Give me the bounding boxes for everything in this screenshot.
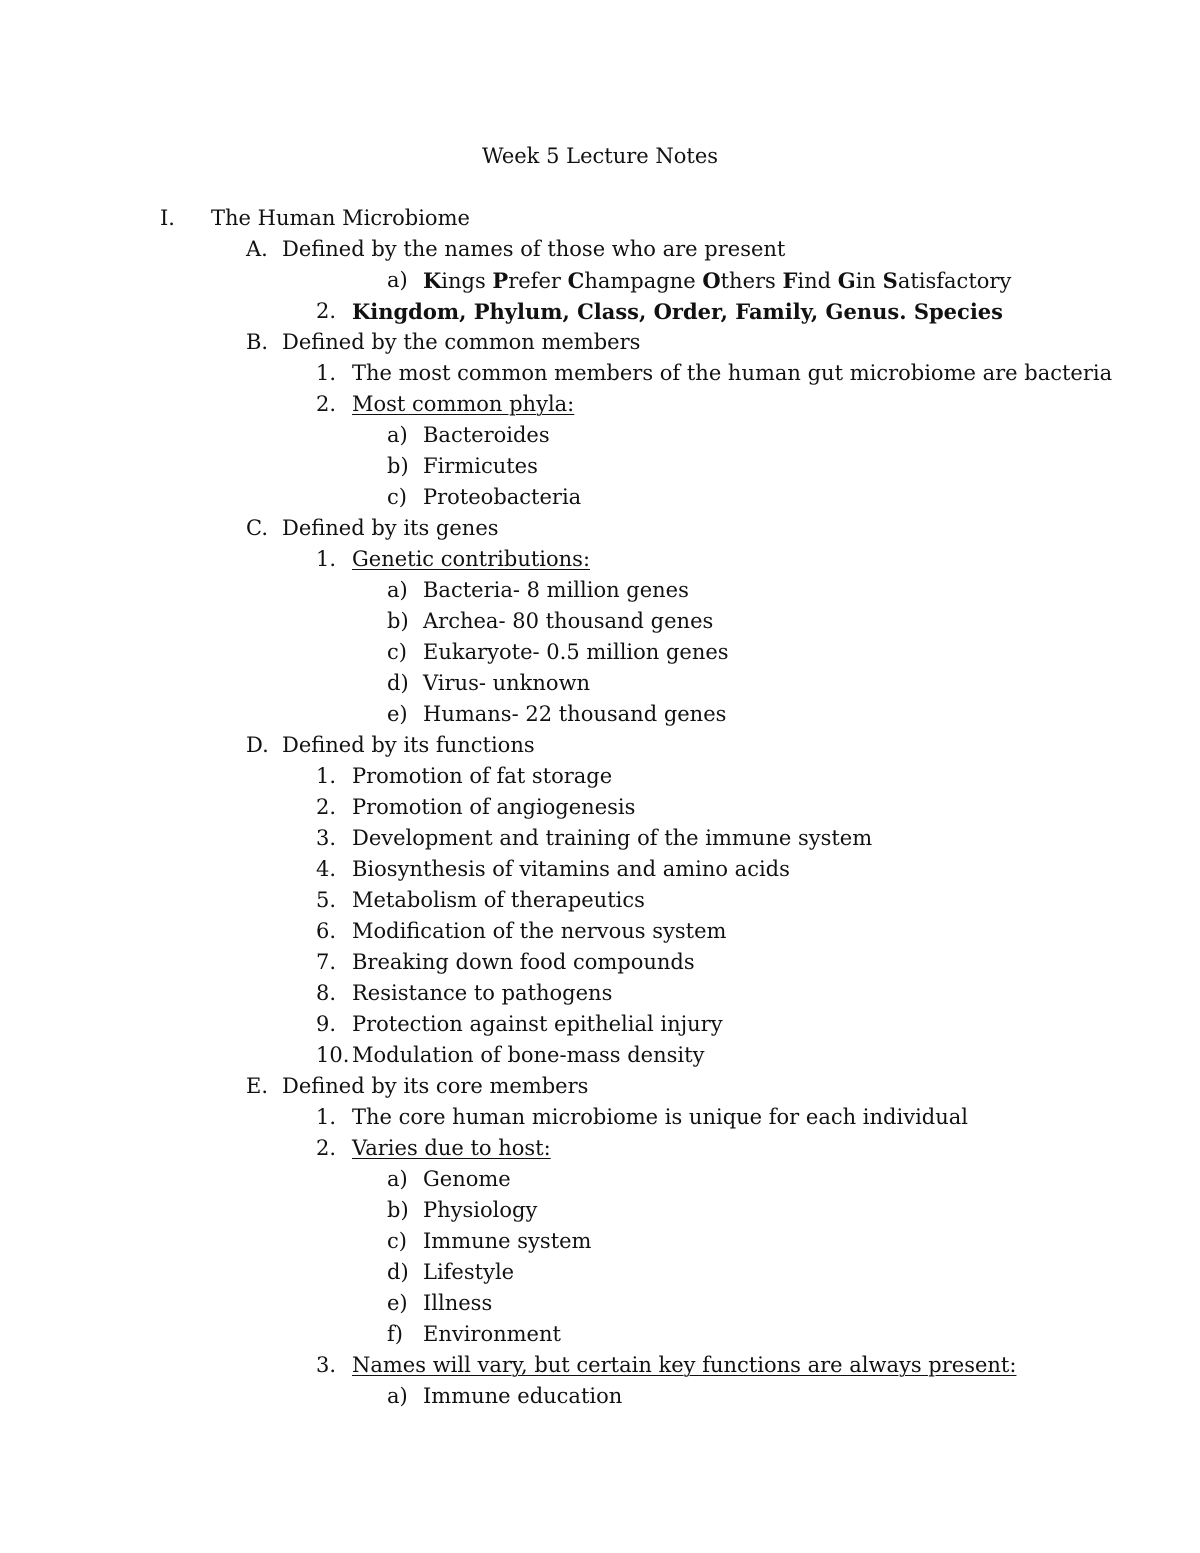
outline-text: Most common phyla: (352, 392, 575, 416)
outline-text: Humans- 22 thousand genes (423, 702, 727, 726)
outline-marker: c) (387, 485, 407, 509)
outline-text: The core human microbiome is unique for each individual (352, 1105, 968, 1129)
outline-text: Illness (423, 1291, 493, 1315)
outline-text: Resistance to pathogens (352, 981, 613, 1005)
outline-text: Defined by the names of those who are present (282, 237, 786, 261)
outline-marker: e) (387, 1291, 408, 1315)
outline-text: Defined by the common members (282, 330, 641, 354)
outline-marker: e) (387, 702, 408, 726)
outline-marker: 7. (316, 950, 337, 974)
outline-marker: I. (160, 206, 175, 230)
outline-text: Genome (423, 1167, 511, 1191)
outline-marker: b) (387, 609, 409, 633)
outline-text: Bacteroides (423, 423, 550, 447)
outline-text: Varies due to host: (352, 1136, 551, 1160)
outline-text: Firmicutes (423, 454, 538, 478)
outline-text: The Human Microbiome (211, 206, 470, 230)
outline-text: Virus- unknown (423, 671, 591, 695)
outline-text: Immune system (423, 1229, 592, 1253)
outline-marker: B. (246, 330, 269, 354)
outline-marker: 5. (316, 888, 337, 912)
outline-marker: A. (246, 237, 268, 261)
outline-marker: E. (246, 1074, 269, 1098)
outline-text: Archea- 80 thousand genes (423, 609, 714, 633)
outline-marker: 3. (316, 826, 337, 850)
outline-marker: c) (387, 640, 407, 664)
outline-text: Kingdom, Phylum, Class, Order, Family, Genus. Species (352, 299, 1003, 324)
outline-text: Genetic contributions: (352, 547, 591, 571)
outline-marker: 1. (316, 547, 337, 571)
outline-text: Proteobacteria (423, 485, 582, 509)
outline-marker: 2. (316, 299, 337, 323)
outline-text: Modulation of bone-mass density (352, 1043, 705, 1067)
outline-text: Breaking down food compounds (352, 950, 695, 974)
outline-marker: D. (246, 733, 269, 757)
outline-text: Protection against epithelial injury (352, 1012, 723, 1036)
outline-marker: a) (387, 1167, 408, 1191)
page-title: Week 5 Lecture Notes (481, 144, 719, 168)
outline-text: Lifestyle (423, 1260, 515, 1284)
outline-text: The most common members of the human gut microbiome are bacteria (352, 361, 1113, 385)
outline-marker: a) (387, 578, 408, 602)
outline-text: Defined by its genes (282, 516, 499, 540)
outline-text: Defined by its core members (282, 1074, 589, 1098)
outline-text: Biosynthesis of vitamins and amino acids (352, 857, 790, 881)
outline-text: Development and training of the immune system (352, 826, 873, 850)
outline-text: Environment (423, 1322, 561, 1346)
outline-text: Eukaryote- 0.5 million genes (423, 640, 729, 664)
outline-marker: 4. (316, 857, 337, 881)
outline-text: Promotion of fat storage (352, 764, 613, 788)
outline-marker: 9. (316, 1012, 337, 1036)
outline-marker: a) (387, 268, 408, 292)
outline-marker: C. (246, 516, 268, 540)
outline-marker: b) (387, 1198, 409, 1222)
outline-marker: d) (387, 1260, 409, 1284)
outline-text: Immune education (423, 1384, 623, 1408)
outline-text: Names will vary, but certain key functions are always present: (352, 1353, 1017, 1377)
outline-marker: b) (387, 454, 409, 478)
outline-marker: a) (387, 1384, 408, 1408)
outline-marker: a) (387, 423, 408, 447)
outline-text: Metabolism of therapeutics (352, 888, 645, 912)
outline-text: Modification of the nervous system (352, 919, 727, 943)
outline-marker: 6. (316, 919, 337, 943)
outline-marker: 1. (316, 1105, 337, 1129)
outline-marker: 1. (316, 361, 337, 385)
outline-marker: 8. (316, 981, 337, 1005)
outline-text: Bacteria- 8 million genes (423, 578, 689, 602)
outline-marker: c) (387, 1229, 407, 1253)
outline-text: Kings Prefer Champagne Others Find Gin Satisfactory (423, 268, 1012, 293)
outline-text: Physiology (423, 1198, 538, 1222)
outline-marker: 2. (316, 392, 337, 416)
outline-marker: 10. (316, 1043, 350, 1067)
outline-marker: 2. (316, 1136, 337, 1160)
outline-marker: d) (387, 671, 409, 695)
outline-text: Promotion of angiogenesis (352, 795, 636, 819)
outline-marker: 2. (316, 795, 337, 819)
outline-marker: 3. (316, 1353, 337, 1377)
outline-marker: 1. (316, 764, 337, 788)
outline-text: Defined by its functions (282, 733, 535, 757)
outline-marker: f) (387, 1322, 403, 1346)
